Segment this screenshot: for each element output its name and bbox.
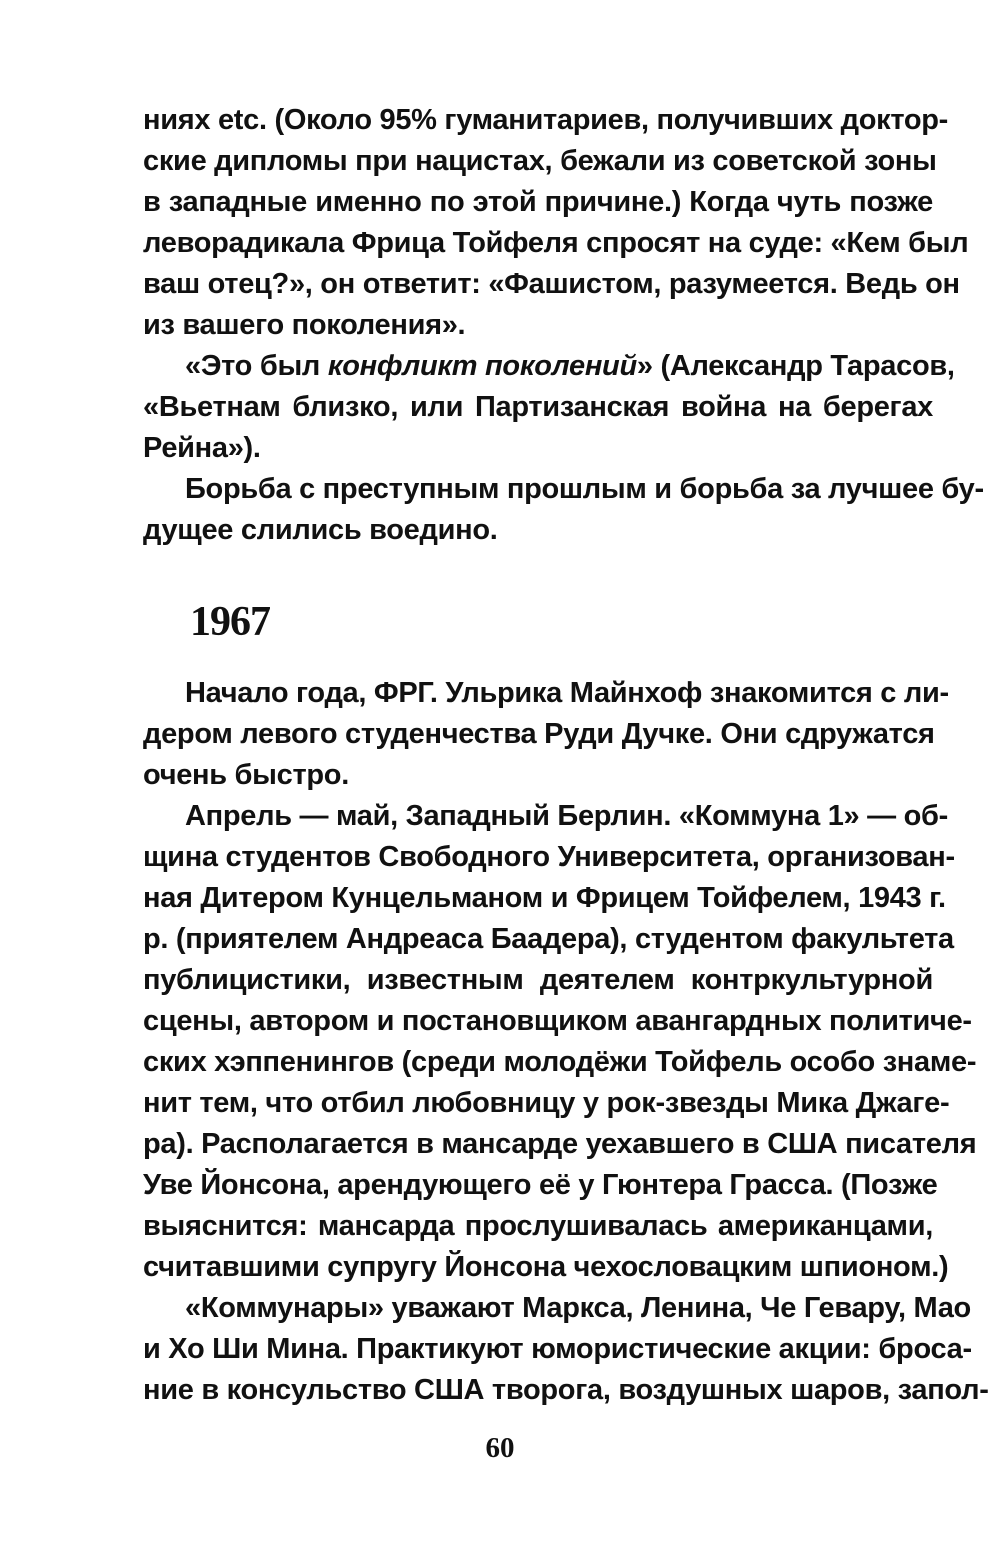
- text-line: Рейна»).: [143, 432, 261, 464]
- entry-start-of-year: [143, 673, 949, 796]
- text-line: [143, 796, 948, 837]
- text-line: нит тем, что отбил любовницу у рок-звезды Мика Джаге-: [143, 1087, 950, 1119]
- text-line: «Коммунары» уважают Маркса, Ленина, Че Гевару, Мао: [185, 1292, 971, 1324]
- text-line: [143, 346, 955, 387]
- text-line: выяснится: мансарда прослушивалась американцами,: [143, 1210, 933, 1242]
- text-line: леворадикала Фрица Тойфеля спросят на суде: «Кем был: [143, 227, 969, 259]
- text-line: сцены, автором и постановщиком авангардных политиче-: [143, 1005, 972, 1037]
- paragraph-continuation: [143, 100, 969, 346]
- italic-phrase: конфликт поколений: [327, 350, 637, 382]
- entry-april-may: [143, 796, 977, 1288]
- text-line: ских хэппенингов (среди молодёжи Тойфель особо знаме-: [143, 1046, 977, 1078]
- paragraph-quote: [143, 346, 955, 469]
- text-line: ские дипломы при нацистах, бежали из советской зоны: [143, 145, 937, 177]
- text-line: «Вьетнам близко, или Партизанская война на берегах: [143, 391, 933, 423]
- entry-text: Ульрика Майнхоф знакомится с ли-: [437, 677, 949, 709]
- text-line: публицистики, известным деятелем контркультурной: [143, 964, 933, 996]
- page-number: 60: [485, 1432, 515, 1464]
- text-line: из вашего поколения».: [143, 309, 466, 341]
- text-line: в западные именно по этой причине.) Когда чуть позже: [143, 186, 933, 218]
- text-line: очень быстро.: [143, 759, 349, 791]
- quote-prefix: «Это был: [185, 350, 328, 382]
- entry-lead: Начало года, ФРГ.: [185, 677, 438, 709]
- text-line: р. (приятелем Андреаса Баадера), студентом факультета: [143, 923, 954, 955]
- text-line: ная Дитером Кунцельманом и Фрицем Тойфелем, 1943 г.: [143, 882, 946, 914]
- text-line: ваш отец?», он ответит: «Фашистом, разумеется. Ведь он: [143, 268, 960, 300]
- quote-suffix: » (Александр Тарасов,: [636, 350, 955, 382]
- text-line: считавшими супругу Йонсона чехословацким шпионом.): [143, 1251, 949, 1283]
- entry-text: «Коммуна 1» — об-: [671, 800, 948, 832]
- text-line: щина студентов Свободного Университета, организован-: [143, 841, 955, 873]
- paragraph-communards: [143, 1288, 989, 1411]
- text-line: [143, 673, 949, 714]
- text-line: дером левого студенчества Руди Дучке. Они сдружатся: [143, 718, 935, 750]
- text-line: дущее слились воедино.: [143, 514, 498, 546]
- text-line: ние в консульство США творога, воздушных шаров, запол-: [143, 1374, 989, 1406]
- entry-lead: Апрель — май, Западный Берлин.: [185, 800, 672, 832]
- year-heading: 1967: [190, 599, 270, 645]
- text-line: и Хо Ши Мина. Практикуют юмористические акции: броса-: [143, 1333, 972, 1365]
- paragraph-struggle: [143, 469, 984, 551]
- text-line: ра). Располагается в мансарде уехавшего в США писателя: [143, 1128, 977, 1160]
- text-line: ниях etc. (Около 95% гуманитариев, получивших доктор-: [143, 104, 949, 136]
- text-line: Уве Йонсона, арендующего её у Гюнтера Грасса. (Позже: [143, 1169, 938, 1201]
- text-line: Борьба с преступным прошлым и борьба за лучшее бу-: [185, 473, 984, 505]
